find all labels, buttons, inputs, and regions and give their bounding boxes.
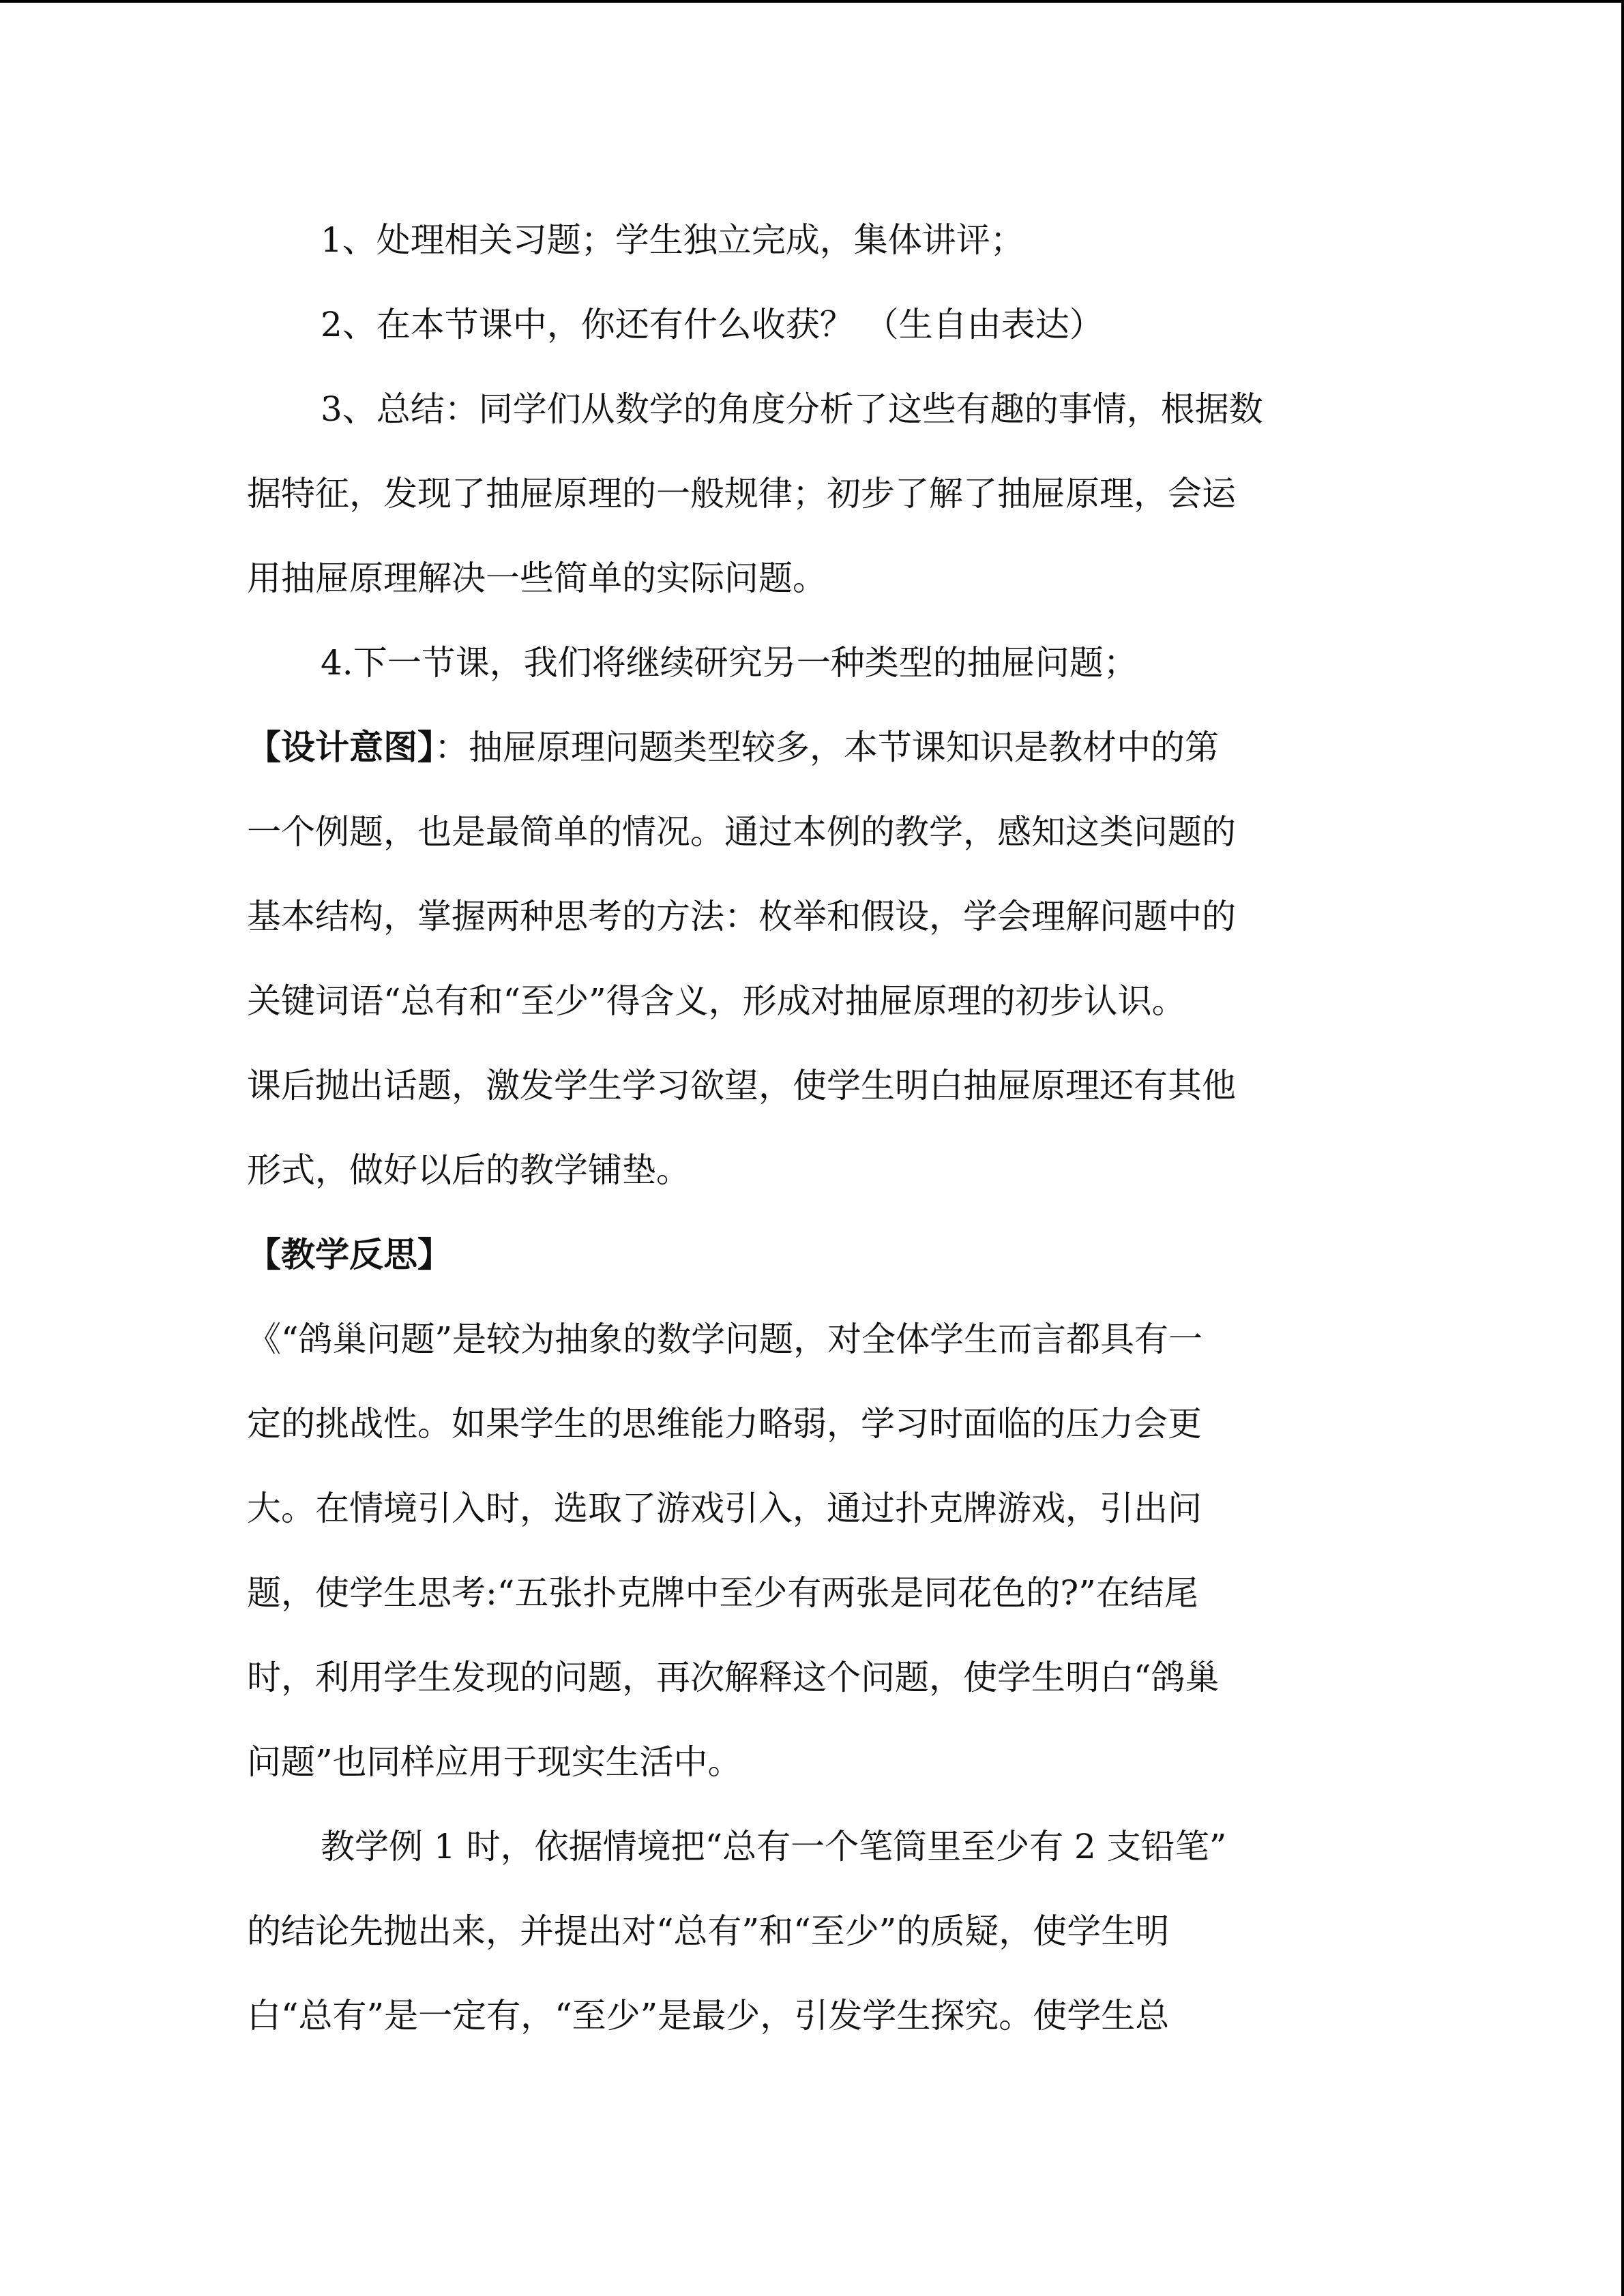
paragraph-line: 《“鸽巢问题”是较为抽象的数学问题，对全体学生而言都具有一 [247, 1320, 1203, 1359]
page-border-top [0, 0, 1624, 3]
paragraph-line: 用抽屉原理解决一些简单的实际问题。 [247, 558, 827, 598]
paragraph-line: 2、在本节课中，你还有什么收获？ （生自由表达） [321, 305, 1104, 344]
paragraph-line: 一个例题，也是最简单的情况。通过本例的教学，感知这类问题的 [247, 812, 1236, 852]
document-body [247, 198, 1379, 2058]
paragraph-line: 时，利用学生发现的问题，再次解释这个问题，使学生明白“鸽巢 [247, 1658, 1220, 1697]
paragraph-line: 4.下一节课，我们将继续研究另一种类型的抽屉问题； [321, 643, 1138, 683]
paragraph-line: 形式，做好以后的教学铺垫。 [247, 1150, 690, 1190]
paragraph-line: 题，使学生思考:“五张扑克牌中至少有两张是同花色的?”在结尾 [247, 1573, 1198, 1613]
paragraph-line: 课后抛出话题，激发学生学习欲望，使学生明白抽屉原理还有其他 [247, 1066, 1236, 1105]
paragraph-line: 大。在情境引入时，选取了游戏引入，通过扑克牌游戏，引出问 [247, 1489, 1202, 1528]
design-intent-line [247, 705, 1379, 790]
page-border-right [1621, 0, 1624, 2296]
reflection-heading: 【教学反思】 [247, 1235, 452, 1274]
paragraph-line: 教学例 1 时，依据情境把“总有一个笔筒里至少有 2 支铅笔” [321, 1827, 1227, 1866]
paragraph-line: 3、总结：同学们从数学的角度分析了这些有趣的事情，根据数 [321, 389, 1263, 429]
paragraph-line: 问题”也同样应用于现实生活中。 [247, 1742, 742, 1782]
paragraph-line: 定的挑战性。如果学生的思维能力略弱，学习时面临的压力会更 [247, 1404, 1202, 1444]
paragraph-line: 基本结构，掌握两种思考的方法：枚举和假设，学会理解问题中的 [247, 897, 1236, 936]
paragraph-line: 的结论先抛出来，并提出对“总有”和“至少”的质疑，使学生明 [247, 1911, 1170, 1951]
paragraph-line: 1、处理相关习题；学生独立完成，集体讲评； [321, 220, 1024, 260]
paragraph-line: 白“总有”是一定有，“至少”是最少，引发学生探究。使学生总 [247, 1996, 1170, 2036]
design-intent-text: ：抽屉原理问题类型较多，本节课知识是教材中的第 [434, 728, 1219, 767]
design-intent-heading: 【设计意图】 [247, 728, 434, 767]
paragraph-line: 关键词语“总有和“至少”得含义，形成对抽屉原理的初步认识。 [247, 981, 1186, 1021]
paragraph-line: 据特征，发现了抽屉原理的一般规律；初步了解了抽屉原理，会运 [247, 474, 1236, 513]
